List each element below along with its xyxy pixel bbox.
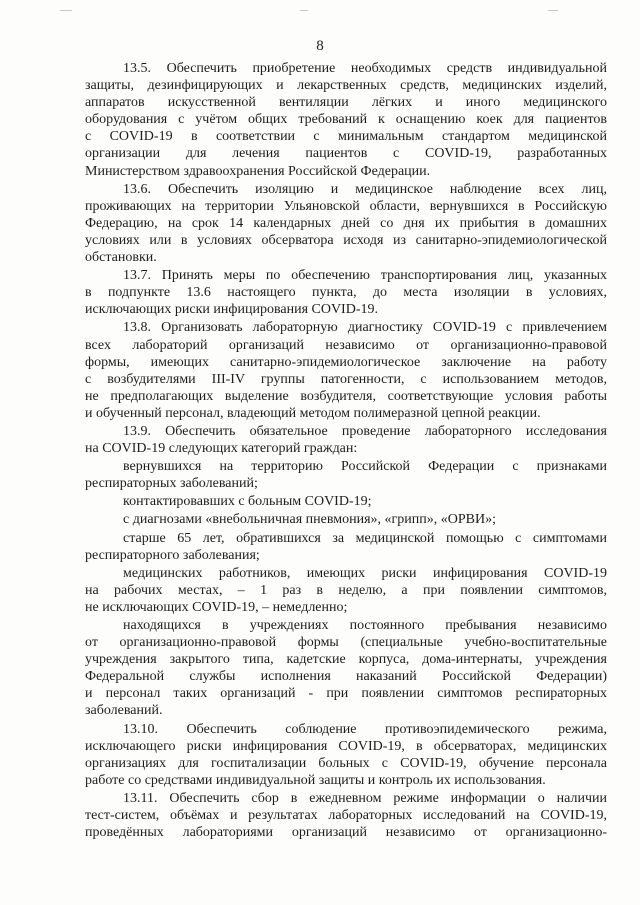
text-line: всех лабораторий организаций независимо от организационно-правовой xyxy=(85,337,607,353)
paragraph xyxy=(85,181,607,266)
paragraph xyxy=(85,319,607,422)
text-line: организации для лечения пациентов с COVID-19, разработанных xyxy=(85,146,607,162)
text-line: исключающих риски инфицирования COVID-19. xyxy=(85,302,378,318)
document-body xyxy=(85,60,607,842)
text-line: работе со средствами индивидуальной защиты и контроль их использования. xyxy=(85,772,546,788)
paragraph xyxy=(85,790,607,841)
paragraph xyxy=(85,721,607,789)
text-line: с возбудителями III-IV группы патогенности, с использованием методов, xyxy=(85,371,607,387)
text-line: аппаратов искусственной вентиляции лёгких и иного медицинского xyxy=(85,95,607,111)
text-line: вернувшихся на территорию Российской Федерации с признаками xyxy=(123,459,607,475)
text-line: с COVID-19 в соответствии с минимальным стандартом медицинской xyxy=(85,129,607,145)
text-line: находящихся в учреждениях постоянного пребывания независимо xyxy=(123,618,607,633)
text-line: медицинских работников, имеющих риски инфицирования COVID-19 xyxy=(123,565,607,581)
text-line: проживающих на территории Ульяновской области, вернувшихся в Российскую xyxy=(85,198,607,214)
page-number: 8 xyxy=(316,38,324,54)
text-line: и обученный персонал, владеющий методом полимеразной цепной реакции. xyxy=(85,405,541,421)
paragraph xyxy=(85,60,607,180)
text-line: 13.11. Обеспечить сбор в ежедневном режиме информации о наличии xyxy=(123,790,607,806)
text-line: Министерством здравоохранения Российской Федерации. xyxy=(85,163,431,179)
text-line: тест-систем, объёмах и результатах лабораторных исследований на COVID-19, xyxy=(85,808,607,824)
text-line: 13.7. Принять меры по обеспечению транспортирования лиц, указанных xyxy=(123,268,607,284)
text-line: контактировавших с больным COVID-19; xyxy=(123,494,372,510)
text-line: 13.5. Обеспечить приобретение необходимых средств индивидуальной xyxy=(123,61,607,76)
text-line: 13.10. Обеспечить соблюдение противоэпидемического режима, xyxy=(123,721,607,737)
text-line: организациях для госпитализации больных с COVID-19, обучение персонала xyxy=(85,755,607,771)
text-line: респираторного заболевания; xyxy=(85,547,260,563)
text-line: 13.8. Организовать лабораторную диагностику COVID-19 с привлечением xyxy=(123,320,607,336)
text-line: 13.6. Обеспечить изоляцию и медицинское наблюдение всех лиц, xyxy=(123,181,607,197)
paragraph xyxy=(85,423,607,457)
paragraph xyxy=(85,267,607,318)
text-line: Федерацию, на срок 14 календарных дней со дня их прибытия в домашних xyxy=(85,215,607,231)
text-line: защиты, дезинфицирующих и лекарственных средств, медицинских изделий, xyxy=(85,78,607,94)
scan-mark xyxy=(60,10,72,11)
text-line: Федеральной службы исполнения наказаний Российской Федерации) xyxy=(85,669,607,685)
list-item xyxy=(85,617,607,720)
text-line: не предполагающих выделение возбудителя, соответствующие условия работы xyxy=(85,388,607,404)
text-line: и персонал таких организаций - при появлении симптомов респираторных xyxy=(85,686,607,702)
text-line: оборудования с учётом общих требований к оснащению коек для пациентов xyxy=(85,112,607,128)
text-line: формы, имеющих санитарно-эпидемиологическое заключение на работу xyxy=(85,354,607,370)
scan-mark xyxy=(300,10,308,11)
text-line: заболеваний. xyxy=(85,703,163,719)
text-line: условиях или в условиях обсерватора исходя из санитарно-эпидемиологической xyxy=(85,232,607,248)
text-line: старше 65 лет, обратившихся за медицинской помощью с симптомами xyxy=(123,530,607,546)
text-line: от организационно-правовой формы (специальные учебно-воспитательные xyxy=(85,635,607,651)
text-line: в подпункте 13.6 настоящего пункта, до места изоляции в условиях, xyxy=(85,285,607,301)
text-line: учреждения закрытого типа, кадетские корпуса, дома-интернаты, учреждения xyxy=(85,652,607,668)
list-item xyxy=(85,511,607,528)
text-line: на рабочих местах, – 1 раз в неделю, а при появлении симптомов, xyxy=(85,582,607,598)
text-line: обстановки. xyxy=(85,250,157,266)
text-line: на COVID-19 следующих категорий граждан: xyxy=(85,441,358,457)
text-line: исключающего риски инфицирования COVID-19, в обсерваторах, медицинских xyxy=(85,738,607,754)
list-item xyxy=(85,458,607,492)
text-line: 13.9. Обеспечить обязательное проведение лабораторного исследования xyxy=(123,423,607,439)
text-line: респираторных заболеваний; xyxy=(85,476,258,492)
text-line: с диагнозами «внебольничная пневмония», «грипп», «ОРВИ»; xyxy=(123,512,496,528)
text-line: проведённых лабораториями организаций независимо от организационно- xyxy=(85,825,607,841)
text-line: не исключающих COVID-19, – немедленно; xyxy=(85,599,348,615)
list-item xyxy=(85,565,607,616)
list-item xyxy=(85,493,607,510)
scan-mark xyxy=(548,10,558,11)
list-item xyxy=(85,530,607,564)
